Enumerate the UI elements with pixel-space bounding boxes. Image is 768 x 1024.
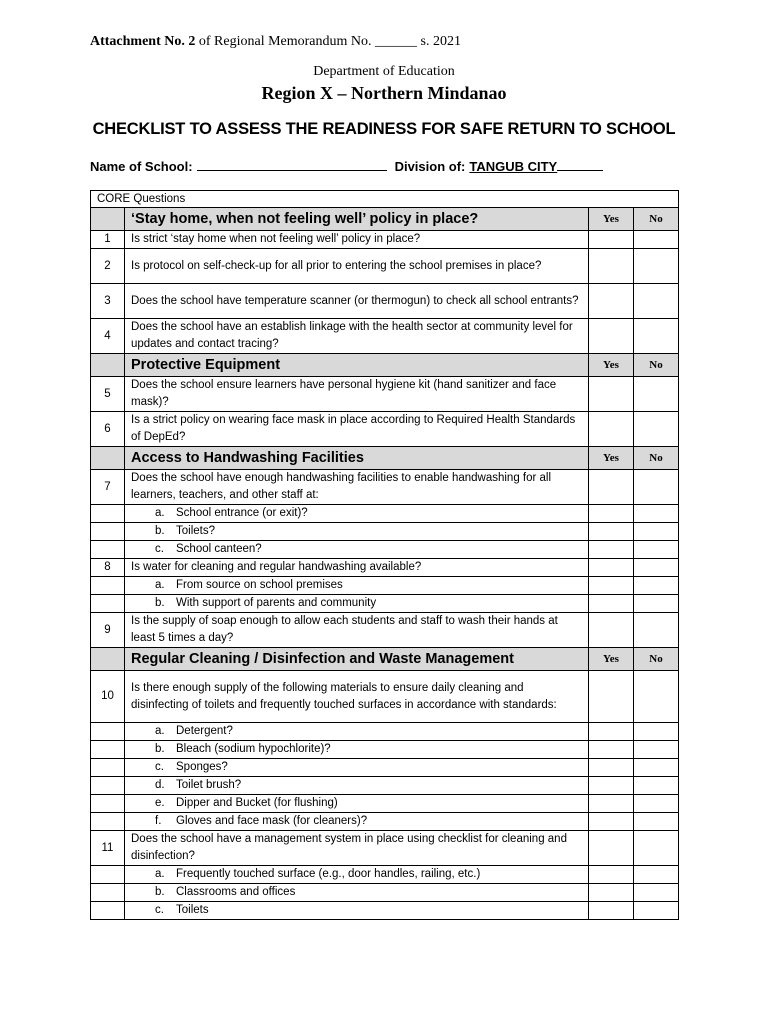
division-blank xyxy=(557,158,603,171)
sub-question-row xyxy=(91,795,679,813)
question-text: Is water for cleaning and regular handwashing available? xyxy=(125,559,589,577)
sub-question xyxy=(125,777,589,795)
question-number: 10 xyxy=(91,671,125,723)
sub-question-letter: b. xyxy=(155,597,165,609)
answer-no-box[interactable] xyxy=(634,595,679,613)
answer-no-box[interactable] xyxy=(634,795,679,813)
question-row xyxy=(91,377,679,412)
answer-no-box[interactable] xyxy=(634,231,679,249)
sub-question-row xyxy=(91,541,679,559)
question-row xyxy=(91,231,679,249)
sub-question-text: Toilet brush? xyxy=(176,779,242,791)
answer-no-box[interactable] xyxy=(634,866,679,884)
question-text: Does the school ensure learners have personal hygiene kit (hand sanitizer and face mask)? xyxy=(125,377,589,412)
answer-no-box[interactable] xyxy=(634,902,679,920)
question-row xyxy=(91,249,679,284)
answer-no-box[interactable] xyxy=(634,319,679,354)
question-text: Does the school have enough handwashing facilities to enable handwashing for all learners, teachers, and other staff at: xyxy=(125,470,589,505)
question-number: 1 xyxy=(91,231,125,249)
answer-yes-box[interactable] xyxy=(589,319,634,354)
answer-no-box[interactable] xyxy=(634,884,679,902)
yes-column-header: Yes xyxy=(589,648,634,671)
sub-question-text: Bleach (sodium hypochlorite)? xyxy=(176,743,331,755)
sub-question-row xyxy=(91,505,679,523)
sub-question-text: From source on school premises xyxy=(176,579,343,591)
answer-yes-box[interactable] xyxy=(589,723,634,741)
section-header-row xyxy=(91,208,679,231)
answer-no-box[interactable] xyxy=(634,671,679,723)
sub-question-row xyxy=(91,741,679,759)
sub-question xyxy=(125,795,589,813)
answer-yes-box[interactable] xyxy=(589,777,634,795)
sub-question-letter: d. xyxy=(155,779,165,791)
sub-question-row xyxy=(91,813,679,831)
sub-question xyxy=(125,813,589,831)
section-header-row xyxy=(91,354,679,377)
sub-question-row xyxy=(91,523,679,541)
sub-question-letter: b. xyxy=(155,525,165,537)
answer-no-box[interactable] xyxy=(634,813,679,831)
sub-number-spacer xyxy=(91,505,125,523)
answer-yes-box[interactable] xyxy=(589,613,634,648)
question-number: 4 xyxy=(91,319,125,354)
sub-question-letter: a. xyxy=(155,507,165,519)
answer-yes-box[interactable] xyxy=(589,284,634,319)
answer-no-box[interactable] xyxy=(634,613,679,648)
question-row xyxy=(91,284,679,319)
question-row xyxy=(91,613,679,648)
name-of-school-label: Name of School: xyxy=(90,159,193,174)
answer-no-box[interactable] xyxy=(634,249,679,284)
sub-number-spacer xyxy=(91,813,125,831)
sub-question-letter: f. xyxy=(155,815,162,827)
answer-yes-box[interactable] xyxy=(589,559,634,577)
question-number: 11 xyxy=(91,831,125,866)
department-name: Department of Education xyxy=(313,64,455,79)
answer-no-box[interactable] xyxy=(634,741,679,759)
question-text: Is the supply of soap enough to allow each students and staff to wash their hands at least 5 times a day? xyxy=(125,613,589,648)
answer-yes-box[interactable] xyxy=(589,595,634,613)
answer-yes-box[interactable] xyxy=(589,249,634,284)
sub-question-letter: b. xyxy=(155,886,165,898)
answer-yes-box[interactable] xyxy=(589,377,634,412)
sub-question xyxy=(125,577,589,595)
answer-no-box[interactable] xyxy=(634,523,679,541)
sub-question xyxy=(125,759,589,777)
sub-number-spacer xyxy=(91,902,125,920)
question-text: Is a strict policy on wearing face mask in place according to Required Health Standards of DepEd? xyxy=(125,412,589,447)
section-title: ‘Stay home, when not feeling well’ policy in place? xyxy=(125,208,589,231)
answer-yes-box[interactable] xyxy=(589,412,634,447)
question-text: Does the school have a management system in place using checklist for cleaning and disinfection? xyxy=(125,831,589,866)
answer-no-box[interactable] xyxy=(634,541,679,559)
section-spacer xyxy=(91,354,125,377)
answer-yes-box[interactable] xyxy=(589,902,634,920)
section-title: Protective Equipment xyxy=(125,354,589,377)
attachment-number: Attachment No. 2 xyxy=(90,34,196,49)
question-row xyxy=(91,559,679,577)
sub-question xyxy=(125,595,589,613)
question-number: 9 xyxy=(91,613,125,648)
answer-yes-box[interactable] xyxy=(589,759,634,777)
sub-question-row xyxy=(91,884,679,902)
question-row xyxy=(91,470,679,505)
question-number: 6 xyxy=(91,412,125,447)
answer-yes-box[interactable] xyxy=(589,741,634,759)
yes-column-header: Yes xyxy=(589,354,634,377)
sub-number-spacer xyxy=(91,577,125,595)
answer-no-box[interactable] xyxy=(634,577,679,595)
sub-number-spacer xyxy=(91,595,125,613)
sub-question-letter: e. xyxy=(155,797,165,809)
section-title: Access to Handwashing Facilities xyxy=(125,447,589,470)
question-row xyxy=(91,412,679,447)
sub-question xyxy=(125,866,589,884)
readiness-checklist-table xyxy=(90,190,679,920)
answer-yes-box[interactable] xyxy=(589,671,634,723)
sub-number-spacer xyxy=(91,795,125,813)
answer-no-box[interactable] xyxy=(634,377,679,412)
question-row xyxy=(91,831,679,866)
answer-no-box[interactable] xyxy=(634,831,679,866)
sub-number-spacer xyxy=(91,541,125,559)
answer-no-box[interactable] xyxy=(634,470,679,505)
answer-yes-box[interactable] xyxy=(589,813,634,831)
no-column-header: No xyxy=(634,648,679,671)
sub-question-text: Classrooms and offices xyxy=(176,886,296,898)
sub-question-letter: c. xyxy=(155,761,164,773)
question-text: Is there enough supply of the following materials to ensure daily cleaning and disinfecting of toilets and frequently touched surfaces in accordance with standards: xyxy=(125,671,589,723)
question-number: 8 xyxy=(91,559,125,577)
sub-number-spacer xyxy=(91,523,125,541)
question-text: Does the school have an establish linkage with the health sector at community level for updates and contact tracing? xyxy=(125,319,589,354)
answer-yes-box[interactable] xyxy=(589,470,634,505)
answer-yes-box[interactable] xyxy=(589,884,634,902)
sub-question xyxy=(125,884,589,902)
section-title: Regular Cleaning / Disinfection and Waste Management xyxy=(125,648,589,671)
question-number: 2 xyxy=(91,249,125,284)
sub-question-text: Detergent? xyxy=(176,725,233,737)
no-column-header: No xyxy=(634,354,679,377)
section-spacer xyxy=(91,648,125,671)
sub-number-spacer xyxy=(91,741,125,759)
sub-question-letter: c. xyxy=(155,904,164,916)
school-info-line xyxy=(90,158,603,174)
sub-number-spacer xyxy=(91,866,125,884)
answer-no-box[interactable] xyxy=(634,759,679,777)
sub-question-row xyxy=(91,577,679,595)
section-spacer xyxy=(91,208,125,231)
sub-question xyxy=(125,723,589,741)
answer-no-box[interactable] xyxy=(634,777,679,795)
sub-number-spacer xyxy=(91,884,125,902)
question-text: Does the school have temperature scanner (or thermogun) to check all school entrants? xyxy=(125,284,589,319)
sub-question-row xyxy=(91,595,679,613)
sub-question-text: Toilets xyxy=(176,904,209,916)
question-text: Is protocol on self-check-up for all prior to entering the school premises in place? xyxy=(125,249,589,284)
question-row xyxy=(91,319,679,354)
attachment-line xyxy=(90,34,461,50)
question-text: Is strict ‘stay home when not feeling well’ policy in place? xyxy=(125,231,589,249)
sub-question-text: Dipper and Bucket (for flushing) xyxy=(176,797,338,809)
memorandum-reference: of Regional Memorandum No. ______ s. 2021 xyxy=(198,34,461,49)
sub-question-row xyxy=(91,759,679,777)
answer-no-box[interactable] xyxy=(634,505,679,523)
sub-question-row xyxy=(91,723,679,741)
core-questions-label: CORE Questions xyxy=(91,191,679,208)
core-questions-row xyxy=(91,191,679,208)
document-title: CHECKLIST TO ASSESS THE READINESS FOR SAFE RETURN TO SCHOOL xyxy=(92,120,676,138)
sub-question-letter: a. xyxy=(155,579,165,591)
sub-question xyxy=(125,541,589,559)
sub-question-letter: a. xyxy=(155,725,165,737)
yes-column-header: Yes xyxy=(589,208,634,231)
answer-yes-box[interactable] xyxy=(589,541,634,559)
division-label: Division of: xyxy=(394,159,466,174)
no-column-header: No xyxy=(634,447,679,470)
answer-no-box[interactable] xyxy=(634,723,679,741)
answer-yes-box[interactable] xyxy=(589,831,634,866)
sub-question-row xyxy=(91,777,679,795)
answer-yes-box[interactable] xyxy=(589,577,634,595)
sub-number-spacer xyxy=(91,723,125,741)
answer-yes-box[interactable] xyxy=(589,523,634,541)
sub-question-letter: b. xyxy=(155,743,165,755)
section-spacer xyxy=(91,447,125,470)
sub-question-text: School entrance (or exit)? xyxy=(176,507,308,519)
sub-question xyxy=(125,741,589,759)
sub-question-letter: a. xyxy=(155,868,165,880)
answer-no-box[interactable] xyxy=(634,284,679,319)
sub-question-text: With support of parents and community xyxy=(176,597,377,609)
sub-question xyxy=(125,523,589,541)
name-of-school-blank[interactable] xyxy=(197,158,387,171)
sub-question-text: Toilets? xyxy=(176,525,215,537)
answer-no-box[interactable] xyxy=(634,412,679,447)
section-header-row xyxy=(91,648,679,671)
sub-number-spacer xyxy=(91,777,125,795)
division-value: TANGUB CITY xyxy=(469,159,558,174)
question-number: 7 xyxy=(91,470,125,505)
sub-question-row xyxy=(91,902,679,920)
question-row xyxy=(91,671,679,723)
sub-number-spacer xyxy=(91,759,125,777)
section-header-row xyxy=(91,447,679,470)
sub-question xyxy=(125,505,589,523)
region-name: Region X – Northern Mindanao xyxy=(261,83,507,103)
yes-column-header: Yes xyxy=(589,447,634,470)
no-column-header: No xyxy=(634,208,679,231)
sub-question-text: School canteen? xyxy=(176,543,262,555)
question-number: 5 xyxy=(91,377,125,412)
question-number: 3 xyxy=(91,284,125,319)
sub-question-text: Frequently touched surface (e.g., door handles, railing, etc.) xyxy=(176,868,481,880)
answer-no-box[interactable] xyxy=(634,559,679,577)
answer-yes-box[interactable] xyxy=(589,505,634,523)
answer-yes-box[interactable] xyxy=(589,231,634,249)
sub-question-letter: c. xyxy=(155,543,164,555)
sub-question-text: Sponges? xyxy=(176,761,228,773)
sub-question-text: Gloves and face mask (for cleaners)? xyxy=(176,815,368,827)
answer-yes-box[interactable] xyxy=(589,795,634,813)
sub-question-row xyxy=(91,866,679,884)
sub-question xyxy=(125,902,589,920)
answer-yes-box[interactable] xyxy=(589,866,634,884)
